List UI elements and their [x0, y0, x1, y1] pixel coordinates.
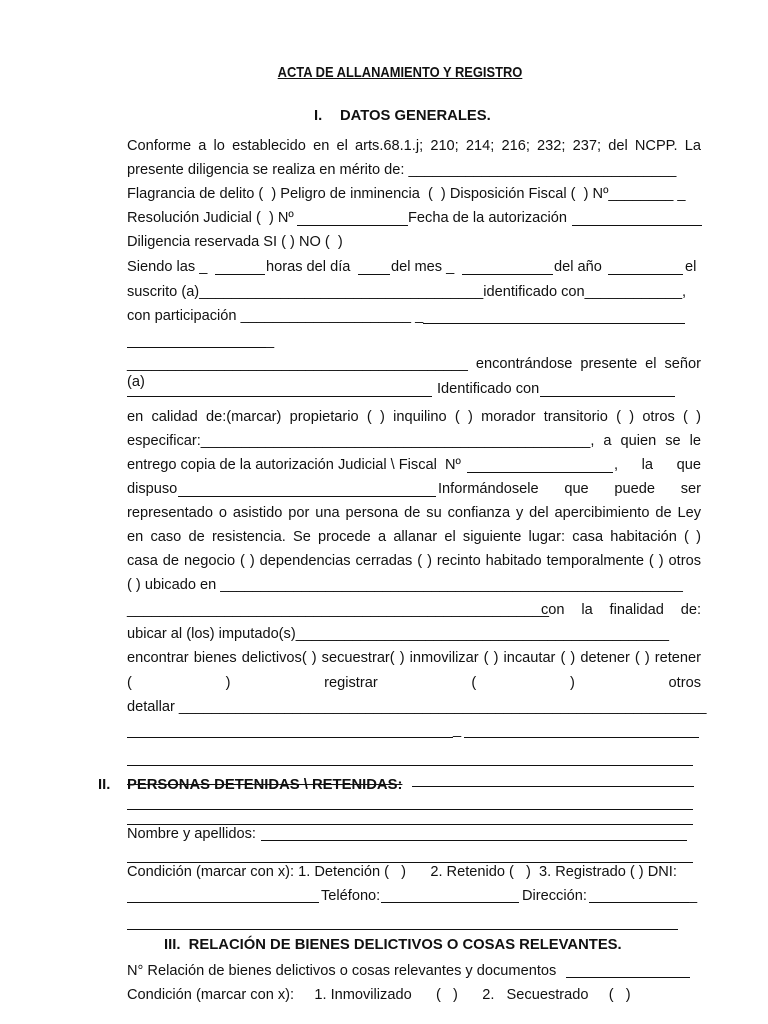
detallar-underscore: _: [453, 722, 462, 738]
anio-field[interactable]: [608, 274, 683, 275]
fecha-autorizacion-field[interactable]: [572, 225, 702, 226]
line-fecha-label: Fecha de la autorización: [408, 210, 568, 226]
document-title: ACTA DE ALLANAMIENTO Y REGISTRO: [277, 64, 523, 81]
identificado-con-field[interactable]: [540, 396, 675, 397]
resolucion-number-field[interactable]: [297, 225, 408, 226]
section-3-title: III. RELACIÓN DE BIENES DELICTIVOS O COSAS RELEVANTES.: [164, 937, 622, 953]
relacion-bienes-field[interactable]: [566, 977, 690, 978]
line-calidad: en calidad de:(marcar) propietario ( ) inquilino ( ) morador transitorio ( ) otros ( ): [127, 409, 701, 425]
line-especificar: especificar:________________________________________________, a quien se le: [127, 433, 701, 449]
dispuso-field[interactable]: [178, 496, 436, 497]
line-merit: presente diligencia se realiza en mérito de: _________________________________: [127, 162, 677, 178]
condicion-field-1[interactable]: [127, 902, 319, 903]
line-diligencia-reservada: Diligencia reservada SI ( ) NO ( ): [127, 234, 343, 250]
line-casa-negocio: casa de negocio ( ) dependencias cerradas ( ) recinto habitado temporalmente ( ) otros: [127, 553, 701, 569]
line-flagrancia: Flagrancia de delito ( ) Peligro de inminencia ( ) Disposición Fiscal ( ) Nº________ _: [127, 186, 686, 202]
line-detallar: detallar _________________________________________________________________: [127, 699, 707, 715]
horas-del-dia-label: horas del día: [266, 259, 351, 275]
line-suscrito: suscrito (a)___________________________________identificado con____________,: [127, 284, 687, 300]
line-participacion-cont: _: [266, 333, 275, 349]
section-2-number: II.: [98, 777, 111, 793]
ubicado-field-cont: ____________________________________________________: [127, 602, 550, 618]
line-encontrar-bienes: encontrar bienes delictivos( ) secuestrar( ) inmovilizar ( ) incautar ( ) detener ( ) retener: [127, 650, 701, 666]
detallar-field-2a[interactable]: [127, 737, 453, 738]
el-label: el: [685, 259, 697, 275]
participacion-field-2[interactable]: [127, 347, 266, 348]
la-que-label: , la que: [614, 457, 701, 473]
line-ubicado-en: ( ) ubicado en _________________________________________________________: [127, 577, 683, 593]
detenidas-field-4[interactable]: [127, 929, 678, 930]
detallar-field-3[interactable]: [127, 765, 693, 766]
relacion-bienes-label: N° Relación de bienes delictivos o cosas relevantes y documentos: [127, 963, 557, 979]
line-participacion: con participación _____________________ _: [127, 308, 424, 324]
participacion-field[interactable]: [423, 323, 685, 324]
detallar-field-2b[interactable]: [464, 737, 699, 738]
line-resistencia: en caso de resistencia. Se procede a allanar el siguiente lugar: casa habitación ( ): [127, 529, 701, 545]
line-registrar-otros: ( ) registrar ( ) otros: [127, 675, 701, 691]
telefono-field[interactable]: [381, 902, 519, 903]
entrego-copia-label: entrego copia de la autorización Judicial \ Fiscal Nº: [127, 457, 461, 473]
section-2-rule: [412, 786, 694, 787]
line-resolucion-label: Resolución Judicial ( ) Nº: [127, 210, 294, 226]
informandosele-label: Informándosele que puede ser: [438, 481, 701, 497]
del-mes-label: del mes _: [391, 259, 455, 275]
line-representado: representado o asistido por una persona de su confianza y del apercibimiento de Ley: [127, 505, 701, 521]
direccion-label: Dirección:: [522, 888, 587, 904]
section-2-title: PERSONAS DETENIDAS \ RETENIDAS:: [127, 777, 403, 793]
nombre-apellidos-label: Nombre y apellidos:: [127, 826, 256, 842]
mes-field[interactable]: [462, 274, 553, 275]
line-ubicar-imputado: ubicar al (los) imputado(s)______________________________________________: [127, 626, 670, 642]
identificado-con-label: Identificado con: [437, 381, 540, 397]
dia-field[interactable]: [358, 274, 390, 275]
direccion-underscore: _: [689, 888, 698, 904]
line-presente-senor: __________________________________________ encontrándose presente el señor (a): [127, 356, 701, 390]
dispuso-label: dispuso: [127, 481, 178, 497]
siendo-las-label: Siendo las _: [127, 259, 208, 275]
line-legal-basis: Conforme a lo establecido en el arts.68.1.j; 210; 214; 216; 232; 237; del NCPP. La: [127, 138, 701, 154]
horas-field[interactable]: [215, 274, 265, 275]
senor-name-field[interactable]: [127, 396, 432, 397]
section-1-number: I.: [314, 108, 323, 124]
autorizacion-number-field[interactable]: [467, 472, 613, 473]
section-1-title: DATOS GENERALES.: [340, 108, 491, 124]
telefono-label: Teléfono:: [321, 888, 381, 904]
direccion-field[interactable]: [589, 902, 689, 903]
del-anio-label: del año: [554, 259, 602, 275]
condicion-bienes-line: Condición (marcar con x): 1. Inmovilizado ( ) 2. Secuestrado ( ): [127, 987, 631, 1003]
con-la-finalidad-label: con la finalidad de:: [541, 602, 701, 618]
condicion-line: Condición (marcar con x): 1. Detención ( ) 2. Retenido ( ) 3. Registrado ( ) DNI:: [127, 864, 677, 880]
nombre-apellidos-field[interactable]: [261, 840, 687, 841]
detenidas-field-1[interactable]: [127, 809, 693, 810]
